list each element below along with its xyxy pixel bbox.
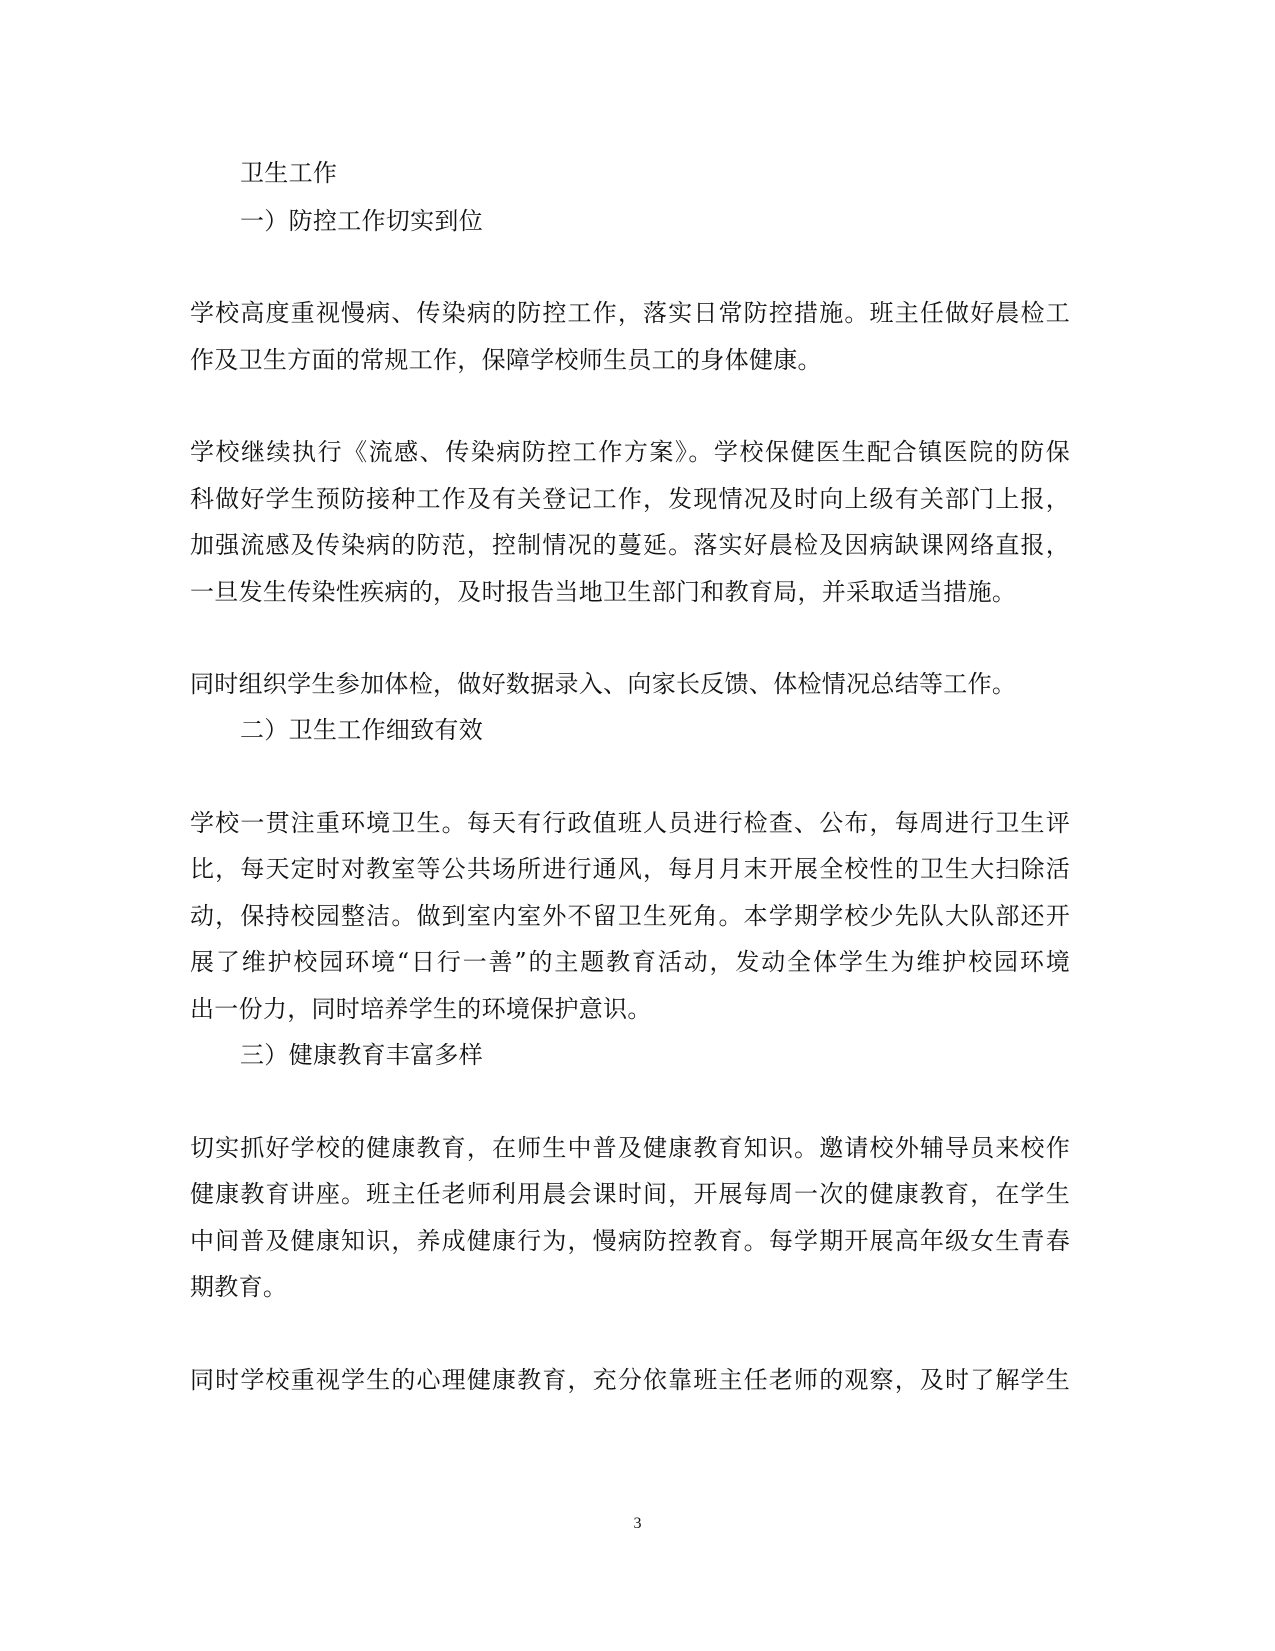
paragraph-line: 一旦发生传染性疾病的，及时报告当地卫生部门和教育局，并采取适当措施。	[190, 578, 1017, 606]
paragraph-line: 同时学校重视学生的心理健康教育，充分依靠班主任老师的观察，及时了解学生	[190, 1366, 1070, 1394]
paragraph-line: 展了维护校园环境“日行一善”的主题教育活动，发动全体学生为维护校园环境	[190, 948, 1070, 976]
subsection-heading-1: 一）防控工作切实到位	[240, 207, 483, 235]
paragraph-line: 中间普及健康知识，养成健康行为，慢病防控教育。每学期开展高年级女生青春	[190, 1227, 1070, 1255]
page-number: 3	[633, 1515, 642, 1532]
paragraph-line: 作及卫生方面的常规工作，保障学校师生员工的身体健康。	[190, 346, 822, 374]
paragraph-line: 动，保持校园整洁。做到室内室外不留卫生死角。本学期学校少先队大队部还开	[190, 902, 1070, 930]
subsection-heading-2: 二）卫生工作细致有效	[240, 716, 483, 744]
paragraph-line: 科做好学生预防接种工作及有关登记工作，发现情况及时向上级有关部门上报，	[190, 485, 1070, 513]
paragraph-line: 健康教育讲座。班主任老师利用晨会课时间，开展每周一次的健康教育，在学生	[190, 1180, 1070, 1208]
paragraph-line: 同时组织学生参加体检，做好数据录入、向家长反馈、体检情况总结等工作。	[190, 670, 1017, 698]
paragraph-line: 期教育。	[190, 1273, 288, 1301]
paragraph-line: 切实抓好学校的健康教育，在师生中普及健康教育知识。邀请校外辅导员来校作	[190, 1134, 1070, 1162]
paragraph-line: 学校一贯注重环境卫生。每天有行政值班人员进行检查、公布，每周进行卫生评	[190, 809, 1070, 837]
paragraph-line: 比，每天定时对教室等公共场所进行通风，每月月末开展全校性的卫生大扫除活	[190, 855, 1070, 883]
subsection-heading-3: 三）健康教育丰富多样	[240, 1041, 483, 1069]
paragraph-line: 学校高度重视慢病、传染病的防控工作，落实日常防控措施。班主任做好晨检工	[190, 299, 1070, 327]
paragraph-line: 加强流感及传染病的防范，控制情况的蔓延。落实好晨检及因病缺课网络直报，	[190, 531, 1070, 559]
paragraph-line: 出一份力，同时培养学生的环境保护意识。	[190, 995, 652, 1023]
paragraph-line: 学校继续执行《流感、传染病防控工作方案》。学校保健医生配合镇医院的防保	[190, 438, 1070, 466]
section-title: 卫生工作	[240, 159, 338, 187]
